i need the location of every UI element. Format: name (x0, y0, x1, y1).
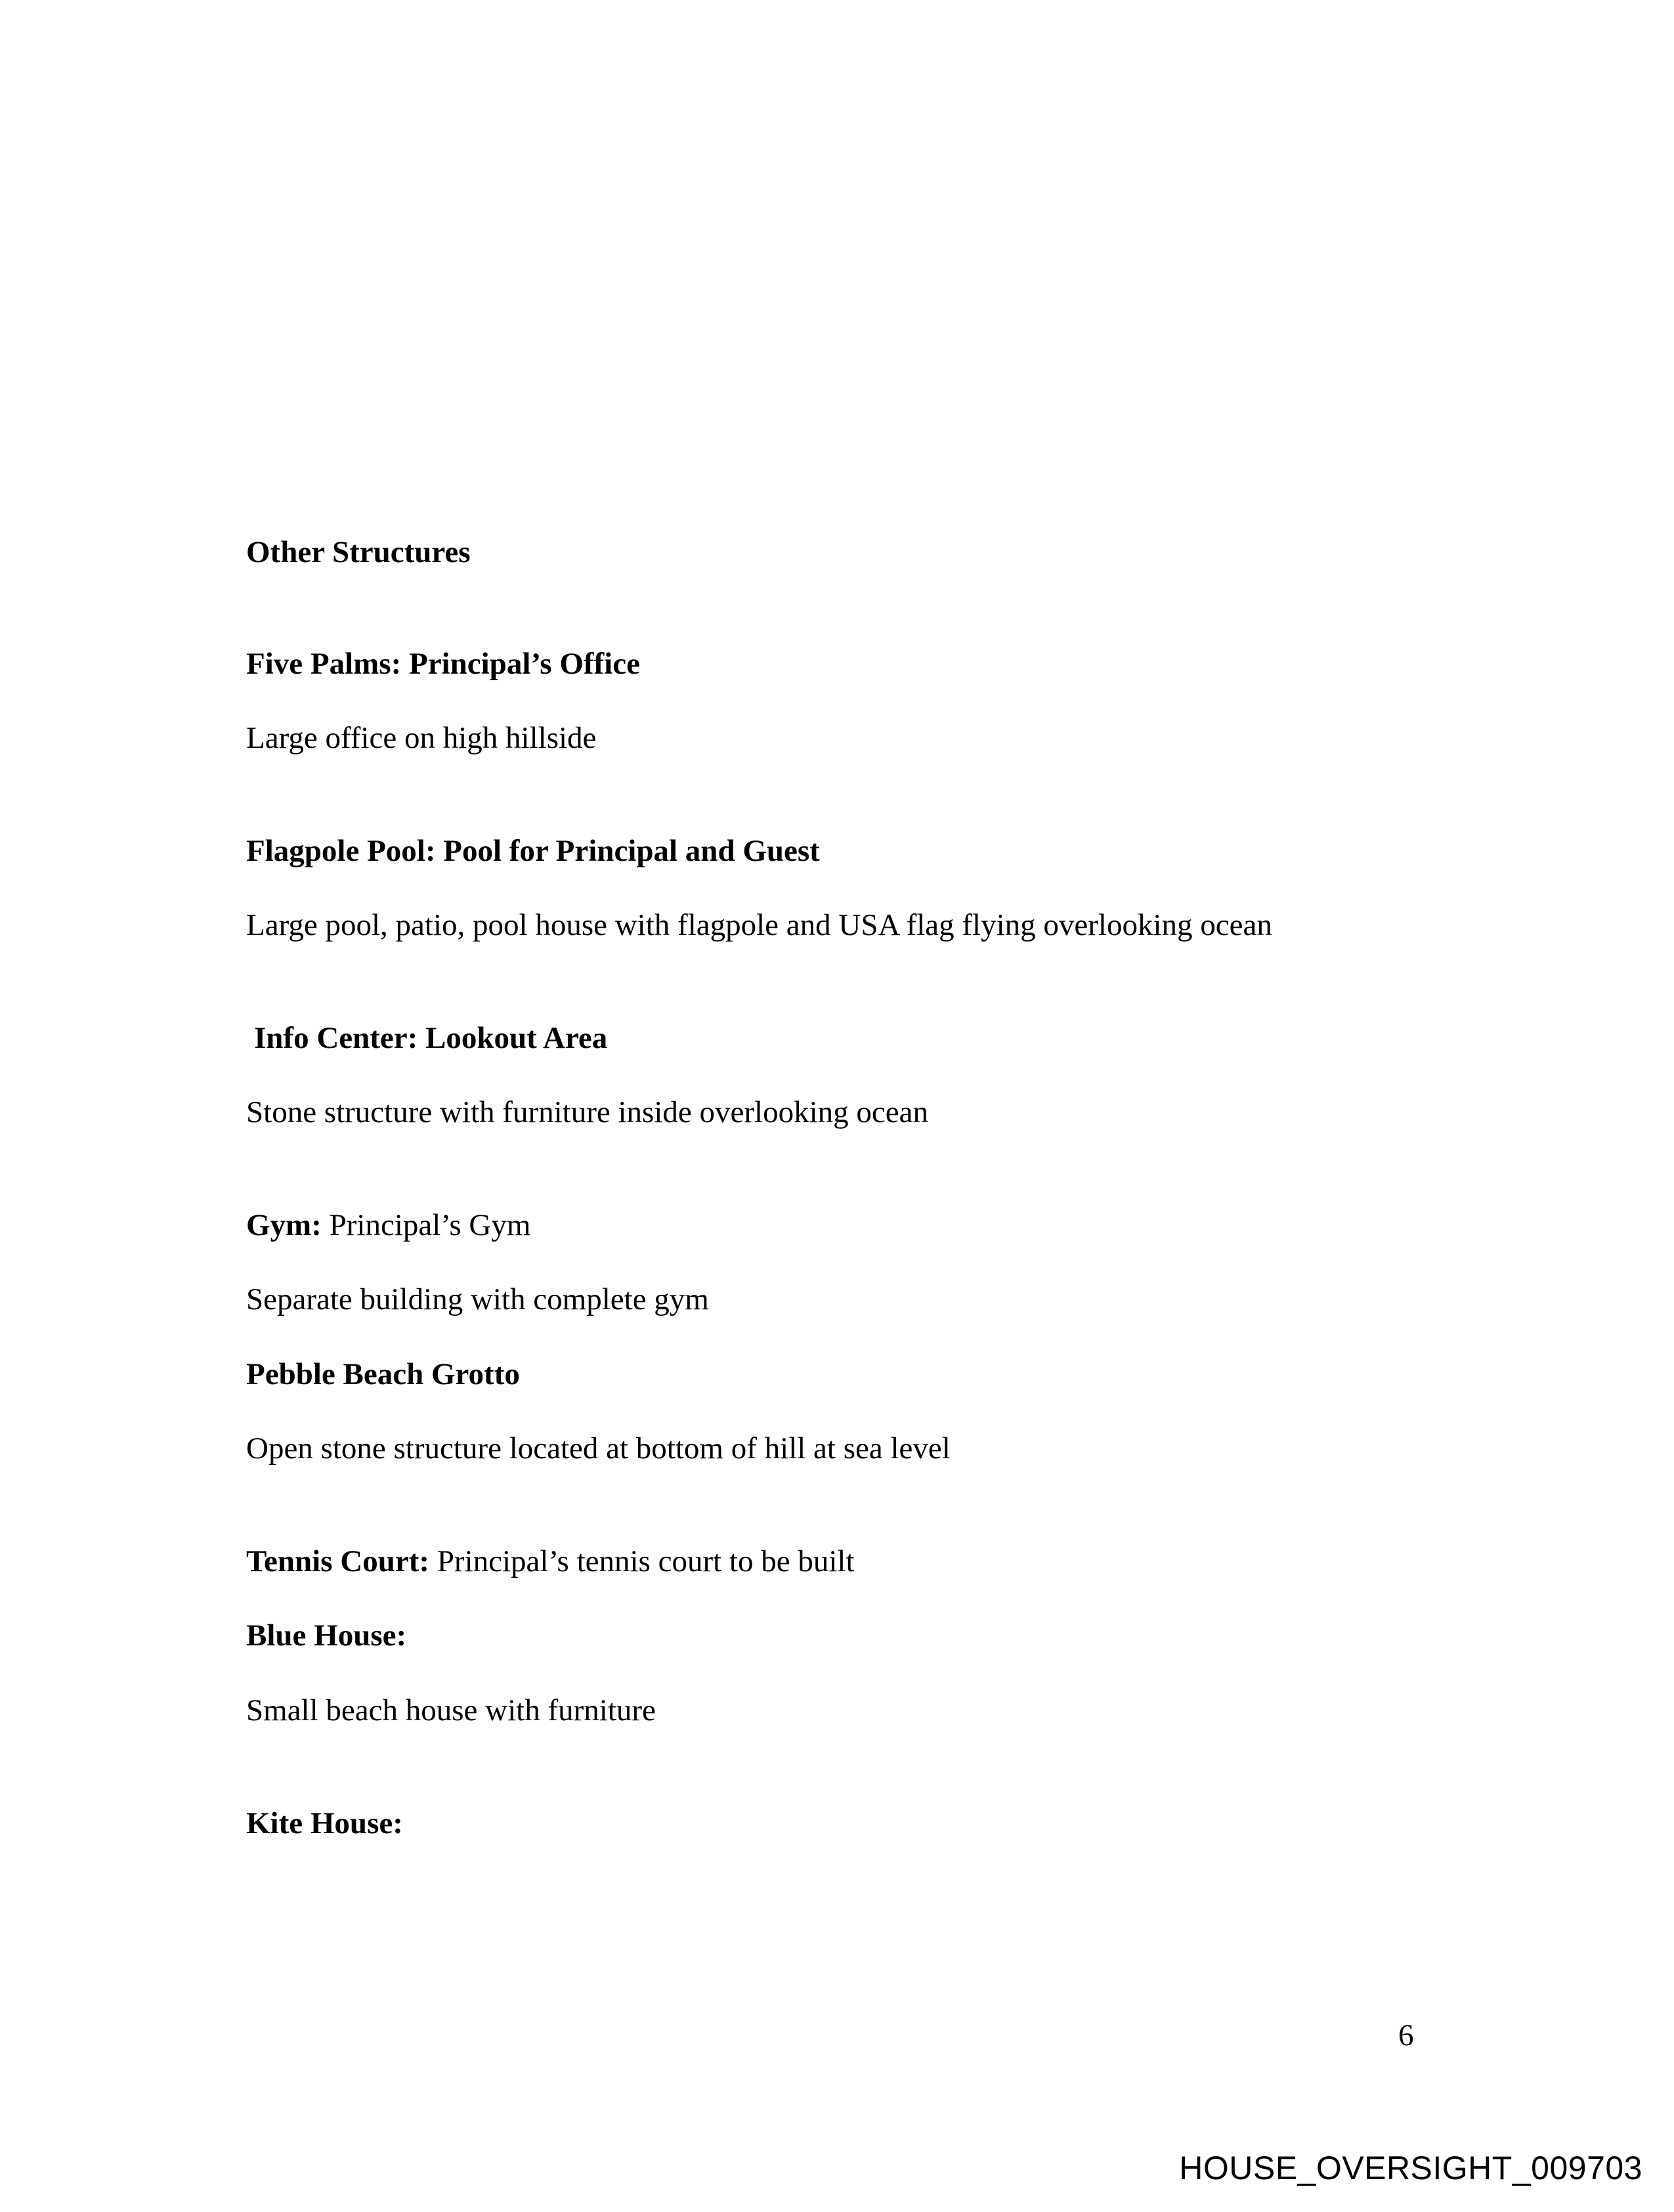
entry-description-pebble-beach-grotto: Open stone structure located at bottom of hill at sea level (246, 1431, 951, 1465)
section-title: Other Structures (246, 535, 471, 569)
entry-heading-info-center: Info Center: Lookout Area (254, 1021, 608, 1055)
page-number: 6 (1398, 2018, 1414, 2052)
entry-heading-pebble-beach-grotto: Pebble Beach Grotto (246, 1357, 520, 1391)
entry-description-blue-house: Small beach house with furniture (246, 1693, 656, 1727)
entry-heading-gym-label: Gym: (246, 1208, 322, 1242)
entry-heading-gym-text: Principal’s Gym (321, 1208, 531, 1242)
entry-heading-flagpole-pool: Flagpole Pool: Pool for Principal and Guest (246, 834, 820, 868)
bates-number: HOUSE_OVERSIGHT_009703 (1179, 2150, 1642, 2186)
entry-heading-tennis-court-text: Principal’s tennis court to be built (429, 1544, 855, 1578)
entry-heading-kite-house: Kite House: (246, 1806, 403, 1840)
entry-description-gym: Separate building with complete gym (246, 1282, 709, 1316)
entry-heading-tennis-court-label: Tennis Court: (246, 1544, 430, 1578)
entry-description-flagpole-pool: Large pool, patio, pool house with flagpole and USA flag flying overlooking ocean (246, 908, 1272, 942)
entry-description-five-palms: Large office on high hillside (246, 721, 597, 755)
entry-heading-blue-house: Blue House: (246, 1618, 407, 1653)
entry-heading-five-palms: Five Palms: Principal’s Office (246, 647, 640, 681)
entry-description-info-center: Stone structure with furniture inside overlooking ocean (246, 1095, 928, 1129)
entry-heading-gym (246, 1207, 530, 1244)
entry-heading-tennis-court (246, 1543, 855, 1580)
